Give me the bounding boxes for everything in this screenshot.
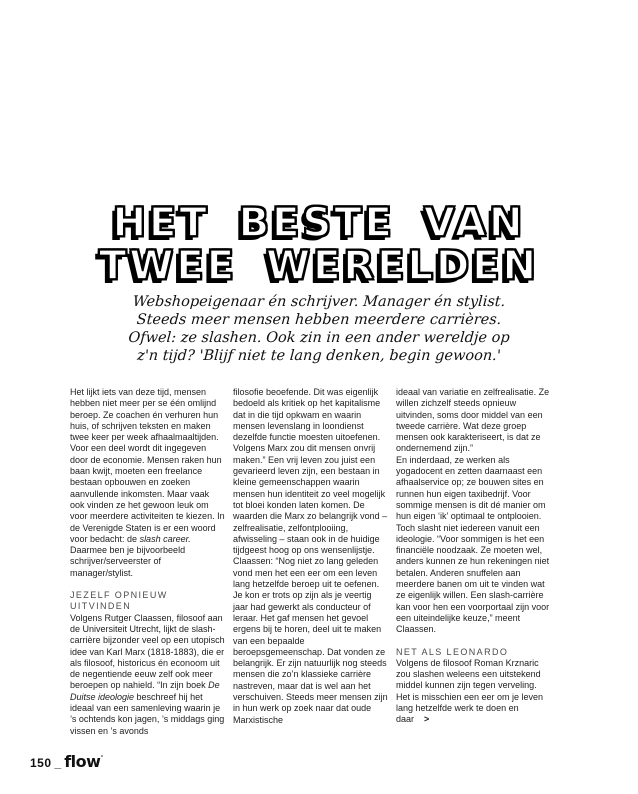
- standfirst-line: z'n tijd? 'Blijf niet te lang denken, begin gewoon.': [136, 348, 502, 364]
- paragraph: filosofie beoefende. Dit was eigenlijk bedoeld als kritiek op het kapitalisme dat in die tijd opkwam en waarin mensen levenslang in loondienst dezelfde functie moesten uitoefenen. Volgens Marx zou dit mensen onvrij maken.” Een vrij leven zou juist een gevarieerd leven zijn, een bestaan in kleine gemeenschappen waarin mensen hun identiteit zo veel mogelijk tot bloei konden laten komen. De waarden die Marx zo belangrijk vond – zelfrealisatie, zelfontplooiing, afwisseling – staan ook in de huidige tijdgeest hoog op ons wensenlijstje. Claassen: “Nog niet zo lang geleden vond men het een eer om een leven lang hetzelfde beroep uit te oefenen. Je kon er trots op zijn als je veertig jaar had gewerkt als conducteur of leraar. Het gaf mensen het gevoel ergens bij te horen, deel uit te maken van een bepaalde beroepsgemeenschap. Dat vonden ze belangrijk. Er zijn natuurlijk nog steeds mensen die zo’n klassieke carrière nastreven, maar dat is wel aan het verschuiven. Steeds meer mensen zijn in hun werk op zoek naar dat oude Marxistische: [233, 387, 388, 725]
- body-text: Volgens de filosoof Roman Krznaric zou slashen weleens een uitstekend middel kunnen zijn tegen verveling. Het is misschien een eer om je leven lang hetzelfde werk te doen en daar: [396, 657, 544, 725]
- article-standfirst: [0, 293, 638, 365]
- body-text: Het lijkt iets van deze tijd, mensen hebben niet meer per se één omlijnd beroep. Ze coachen én verhuren hun huis, of schrijven teksten en maken twee keer per week afhaalmaaltijden. Voor een deel wordt dit ingegeven door de economie. Mensen raken hun baan kwijt, moeten een freelance bestaan opbouwen en zoeken aanvullende inkomsten. Maar vaak ook vinden ze het gewoon leuk om voor meerdere activiteiten te kiezen. In de Verenigde Staten is er een woord voor bedacht: de: [70, 387, 225, 544]
- continuation-arrow: >: [424, 714, 430, 725]
- paragraph: ideaal van variatie en zelfrealisatie. Ze willen zichzelf steeds opnieuw uitvinden, soms door middel van een tweede carrière. Wat deze groep mensen ook karakteriseert, is dat ze ondernemend zijn.”: [396, 387, 550, 454]
- standfirst-line: Steeds meer mensen hebben meerdere carrières.: [136, 312, 502, 328]
- text-column-3: [396, 387, 551, 737]
- article-title: [0, 202, 638, 288]
- page-footer: [30, 752, 103, 771]
- title-line-2: TWEE WERELDEN: [98, 243, 540, 290]
- text-column-1: [70, 387, 225, 737]
- standfirst-line: Webshopeigenaar én schrijver. Manager én stylist.: [132, 294, 506, 310]
- section-heading: JEZELF OPNIEUW UITVINDEN: [70, 590, 168, 612]
- article-body: [70, 387, 551, 737]
- section-heading: NET ALS LEONARDO: [396, 646, 509, 657]
- magazine-logo: flow: [64, 752, 101, 771]
- paragraph: [396, 658, 551, 726]
- page-number: 150: [30, 756, 52, 770]
- body-text: Volgens Rutger Claassen, filosoof aan de Universiteit Utrecht, lijkt de slash-carrière bijzonder veel op een utopisch idee van Karl Marx (1818-1883), die er als filosoof, historicus én econoom uit de negentiende eeuw zelf ook meer beroepen op nahield. “In zijn boek: [70, 612, 225, 691]
- text-column-2: [233, 387, 388, 737]
- body-text-italic: slash career.: [139, 533, 191, 544]
- body-text: Daarmee ben je bijvoorbeeld schrijver/serveerster of manager/stylist.: [70, 545, 186, 578]
- paragraph: [70, 613, 225, 737]
- paragraph: En inderdaad, ze werken als yogadocent en zetten daarnaast een afhaalservice op; ze bouwen sites en runnen hun eigen taxibedrijf. Voor sommige mensen is dit dé manier om hun eigen ‘ik’ optimaal te ontplooien. Toch slasht niet iedereen vanuit een ideologie. “Voor sommigen is het een financiële noodzaak. Ze moeten wel, anders kunnen ze hun rekeningen niet betalen. Anderen snuffelen aan meerdere banen om uit te vinden wat ze eigenlijk willen. Een slash-carrière kan voor hen een voorportaal zijn voor een uiteindelijke keuze,” meent Claassen.: [396, 454, 550, 635]
- magazine-logo-mark: °: [100, 755, 104, 762]
- title-line-1: HET BESTE VAN: [112, 200, 526, 247]
- body-text-italic: De Duitse ideologie: [70, 680, 220, 702]
- standfirst-line: Ofwel: ze slashen. Ook zin in een ander wereldje op: [127, 330, 511, 346]
- footer-separator: _: [54, 756, 62, 770]
- body-text: beschreef hij het ideaal van een samenleving waarin je ’s ochtends kon jagen, ’s middags ging vissen en ’s avonds: [70, 691, 225, 736]
- paragraph: [70, 387, 225, 579]
